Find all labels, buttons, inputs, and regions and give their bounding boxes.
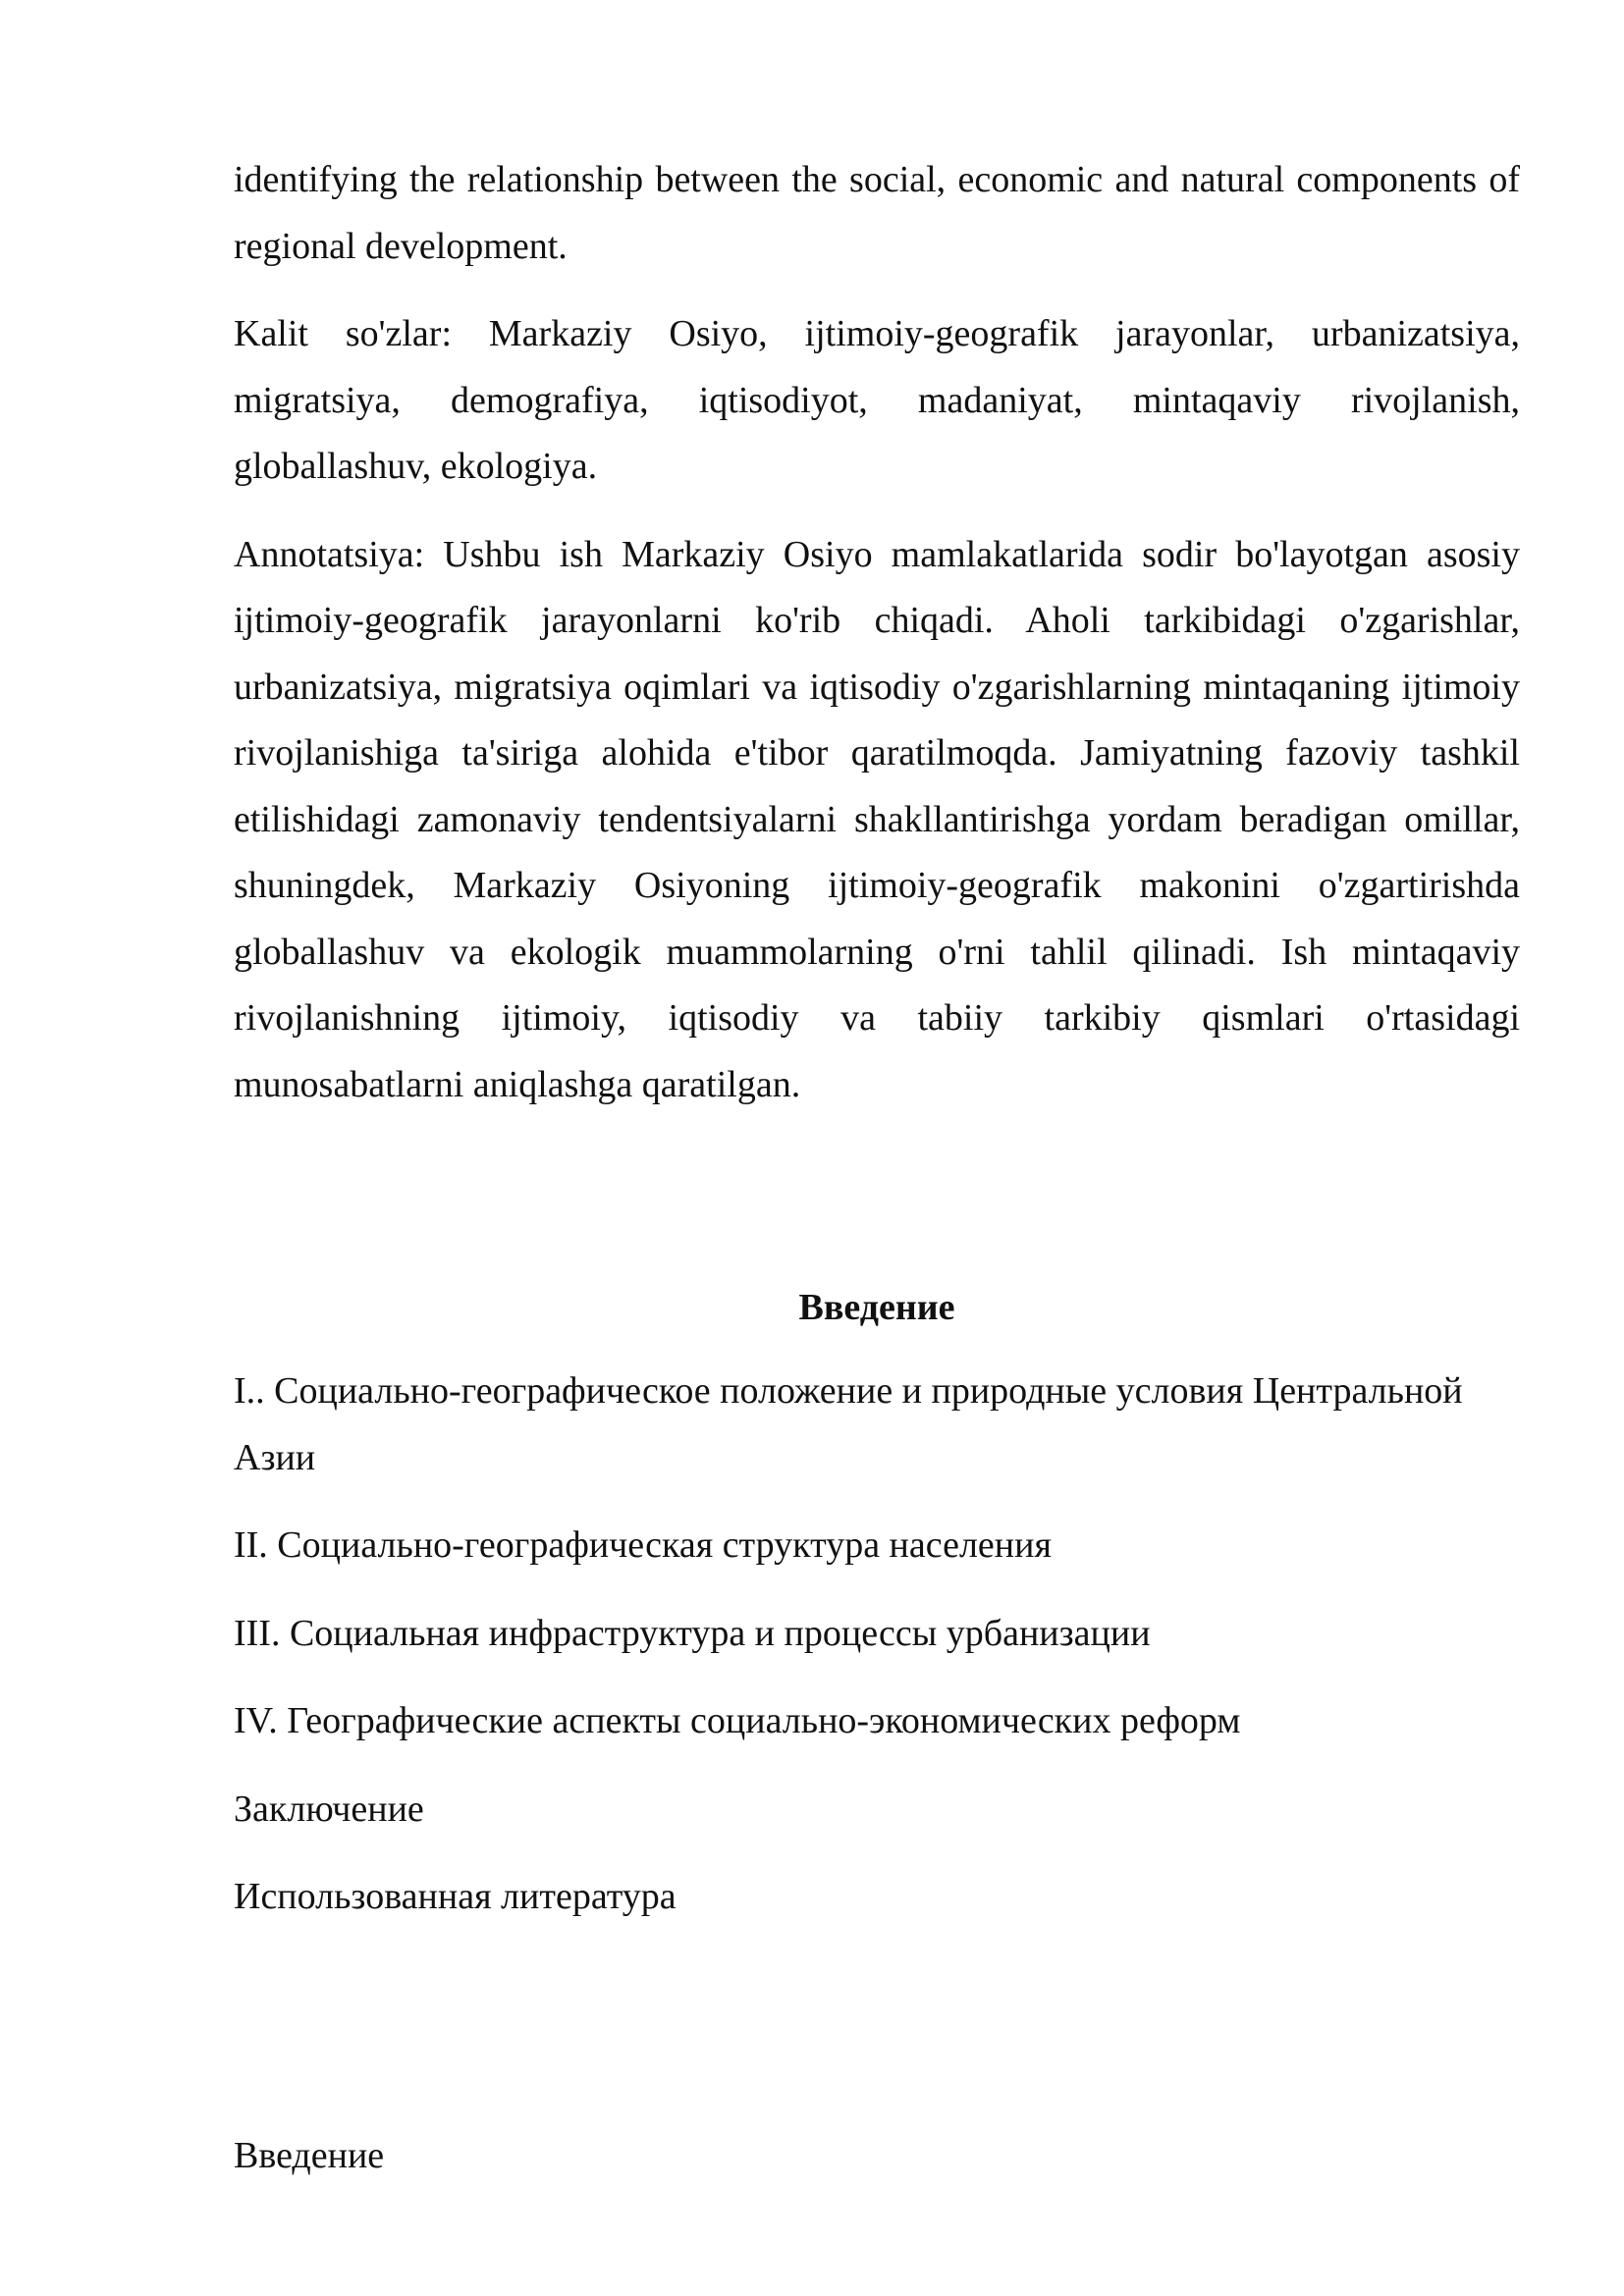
toc-item-section-4: IV. Географические аспекты социально-экономических реформ xyxy=(234,1700,1241,1741)
toc-item-conclusion: Заключение xyxy=(234,1788,424,1830)
annotation-paragraph: Annotatsiya: Ushbu ish Markaziy Osiyo mamlakatlarida sodir bo'layotgan asosiy ijtimoiy-geografik jarayonlarni ko'rib chiqadi. Aholi tarkibidagi o'zgarishlar, urbanizatsiya, migratsiya oqimlari va iqtisodiy o'zgarishlarning mintaqaning ijtimoiy rivojlanishiga ta'siriga alohida e'tibor qaratilmoqda. Jamiyatning fazoviy tashkil etilishidagi zamonaviy tendentsiyalarni shakllantirishga yordam beradigan omillar, shuningdek, Markaziy Osiyoning ijtimoiy-geografik makonini o'zgartirishda globallashuv va ekologik muammolarning o'rni tahlil qilinadi. Ish mintaqaviy rivojlanishning ijtimoiy, iqtisodiy va tabiiy tarkibiy qismlari o'rtasidagi munosabatlarni aniqlashga qaratilgan. xyxy=(234,533,1520,1105)
toc-item-references: Использованная литература xyxy=(234,1876,677,1917)
document-body xyxy=(234,147,1520,2189)
abstract-tail-paragraph: identifying the relationship between the social, economic and natural components of regional development. xyxy=(234,159,1520,267)
section-heading: Введение xyxy=(234,2134,385,2176)
toc-item-section-3: III. Социальная инфраструктура и процессы урбанизации xyxy=(234,1612,1151,1654)
toc-item-section-1: I.. Социально-географическое положение и природные условия Центральной Азии xyxy=(234,1370,1463,1478)
keywords-paragraph: Kalit so'zlar: Markaziy Osiyo, ijtimoiy-geografik jarayonlar, urbanizatsiya, migratsiya, demografiya, iqtisodiyot, madaniyat, mintaqaviy rivojlanish, globallashuv, ekologiya. xyxy=(234,313,1520,487)
table-of-contents xyxy=(234,1359,1520,1931)
toc-item-section-2: II. Социально-географическая структура населения xyxy=(234,1524,1052,1566)
toc-heading: Введение xyxy=(798,1287,955,1328)
